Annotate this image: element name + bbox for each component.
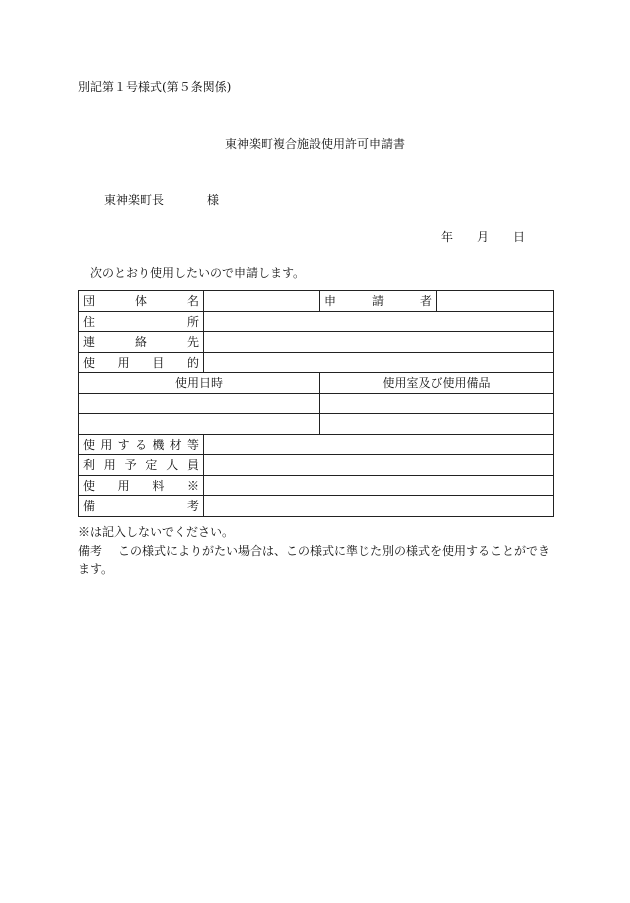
remarks-note-label: 備考 [78, 544, 103, 558]
form-reference: 別記第１号様式(第５条関係) [78, 80, 232, 94]
contact-field[interactable] [204, 332, 554, 353]
group-name-label: 団体名 [79, 291, 204, 312]
table-row [79, 352, 554, 373]
table-row [79, 291, 554, 312]
document-title: 東神楽町複合施設使用許可申請書 [224, 137, 405, 151]
applicant-field[interactable] [437, 291, 554, 312]
date-year-label: 年 [441, 230, 454, 244]
purpose-label: 使用目的 [79, 352, 204, 373]
planned-users-field[interactable] [204, 455, 554, 476]
table-row [79, 434, 554, 455]
application-form-table [78, 290, 554, 517]
intro-text: 次のとおり使用したいので申請します。 [90, 266, 306, 280]
remarks-note-text: この様式によりがたい場合は、この様式に準じた別の様式を使用することができます。 [78, 544, 551, 576]
contact-label: 連絡先 [79, 332, 204, 353]
purpose-field[interactable] [204, 352, 554, 373]
group-name-field[interactable] [204, 291, 320, 312]
usage-datetime-field-1[interactable] [79, 393, 320, 414]
table-row [79, 475, 554, 496]
remarks-note [78, 542, 558, 578]
table-row [79, 311, 554, 332]
date-day-label: 日 [513, 230, 526, 244]
remarks-label: 備考 [79, 496, 204, 517]
address-field[interactable] [204, 311, 554, 332]
applicant-label: 申請者 [320, 291, 437, 312]
table-row [79, 393, 554, 414]
materials-field[interactable] [204, 434, 554, 455]
remarks-field[interactable] [204, 496, 554, 517]
materials-label: 使用する機材等 [79, 434, 204, 455]
date-line [441, 229, 525, 245]
record-note: ※は記入しないでください。 [78, 525, 235, 539]
addressee-honorific: 様 [207, 193, 220, 207]
room-equipment-header: 使用室及び使用備品 [320, 373, 554, 394]
table-row [79, 373, 554, 394]
fee-field[interactable] [204, 475, 554, 496]
planned-users-label: 利用予定人員 [79, 455, 204, 476]
table-row [79, 332, 554, 353]
table-row [79, 414, 554, 435]
usage-datetime-field-2[interactable] [79, 414, 320, 435]
room-equipment-field-2[interactable] [320, 414, 554, 435]
usage-datetime-header: 使用日時 [79, 373, 320, 394]
fee-label: 使用料※ [79, 475, 204, 496]
date-month-label: 月 [477, 230, 490, 244]
addressee-name: 東神楽町長 [104, 193, 165, 207]
table-row [79, 496, 554, 517]
address-label: 住所 [79, 311, 204, 332]
table-row [79, 455, 554, 476]
room-equipment-field-1[interactable] [320, 393, 554, 414]
